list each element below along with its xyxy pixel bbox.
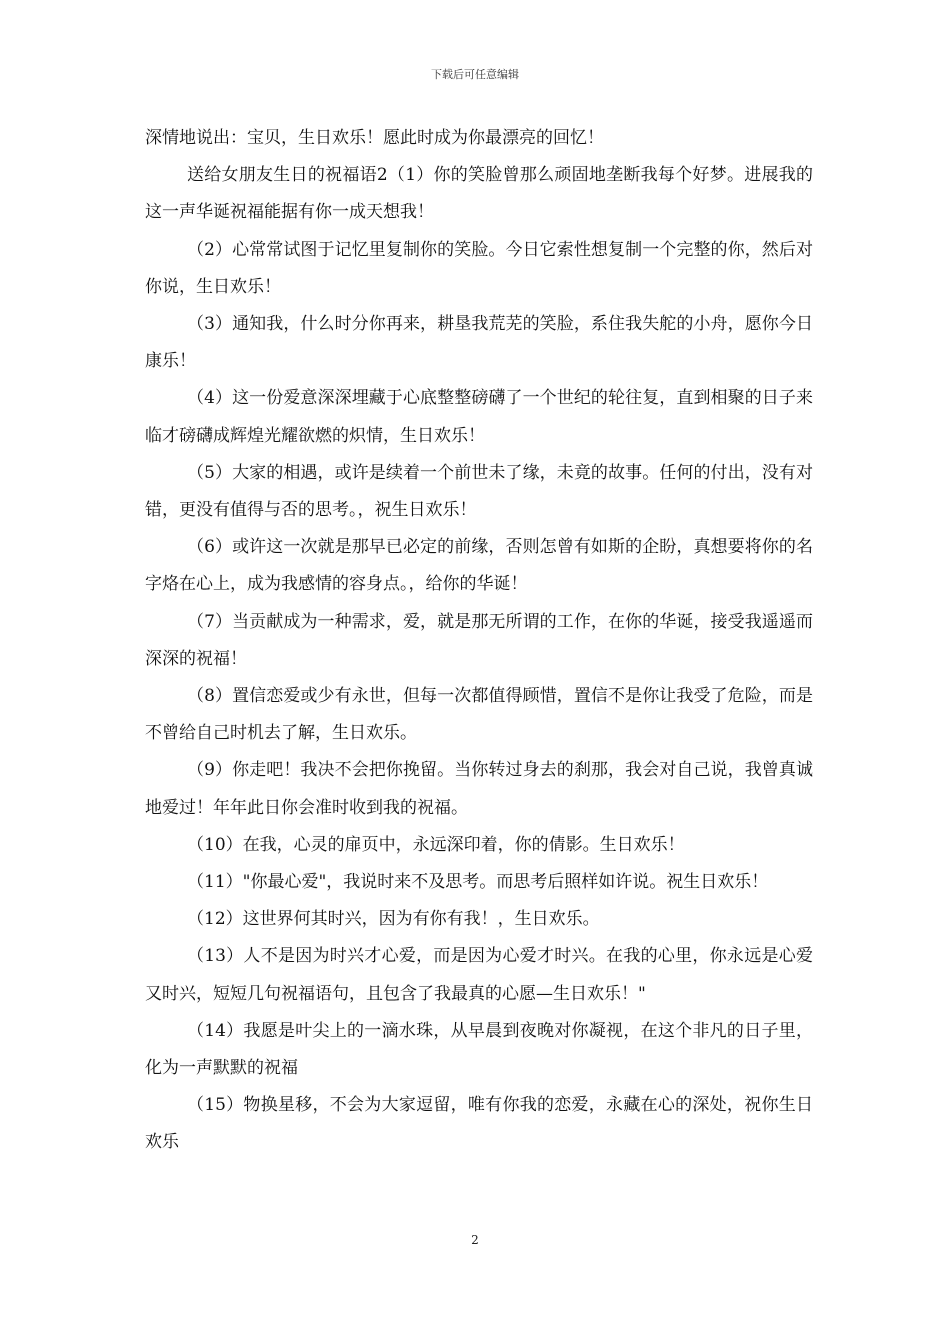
paragraph-item-12: （12）这世界何其时兴，因为有你有我！，生日欢乐。 xyxy=(187,909,600,930)
paragraph-item-14: （14）我愿是叶尖上的一滴水珠，从早晨到夜晚对你凝视，在这个非凡的日子里，化为一声默默的祝福 xyxy=(145,1020,813,1079)
paragraph-item-5: （5）大家的相遇，或许是续着一个前世未了缘，未竟的故事。任何的付出，没有对错，更没有值得与否的思考。，祝生日欢乐！ xyxy=(145,462,813,521)
paragraph-item-10: （10）在我，心灵的扉页中，永远深印着，你的倩影。生日欢乐！ xyxy=(187,834,685,855)
paragraph-item-2: （2）心常常试图于记忆里复制你的笑脸。今日它索性想复制一个完整的你，然后对你说，生日欢乐！ xyxy=(145,239,813,297)
paragraph-item-7: （7）当贡献成为一种需求，爱，就是那无所谓的工作，在你的华诞，接受我遥遥而深深的祝福！ xyxy=(145,611,813,669)
header-note: 下载后可任意编辑 xyxy=(431,68,519,81)
paragraph-item-13: （13）人不是因为时兴才心爱，而是因为心爱才时兴。在我的心里，你永远是心爱又时兴，短短几句祝福语句，且包含了我最真的心愿—生日欢乐！" xyxy=(145,946,813,1004)
paragraph-item-3: （3）通知我，什么时分你再来，耕垦我荒芜的笑脸，系住我失舵的小舟，愿你今日康乐！ xyxy=(145,314,813,372)
paragraph-item-9: （9）你走吧！我决不会把你挽留。当你转过身去的刹那，我会对自己说，我曾真诚地爱过！年年此日你会准时收到我的祝福。 xyxy=(145,760,813,818)
paragraph-item-4: （4）这一份爱意深深埋藏于心底整整磅礴了一个世纪的轮往复，直到相聚的日子来临才磅礴成辉煌光耀欲燃的炽情，生日欢乐！ xyxy=(145,388,813,446)
paragraph-item-11: （11）"你最心爱"，我说时来不及思考。而思考后照样如许说。祝生日欢乐！ xyxy=(187,872,769,893)
paragraph-item-8: （8）置信恋爱或少有永世，但每一次都值得顾惜，置信不是你让我受了危险，而是不曾给自己时机去了解，生日欢乐。 xyxy=(145,686,813,744)
paragraph-item-15: （15）物换星移，不会为大家逗留，唯有你我的恋爱，永藏在心的深处，祝你生日欢乐 xyxy=(145,1095,813,1153)
paragraph-item-6: （6）或许这一次就是那早已必定的前缘，否则怎曾有如斯的企盼，真想要将你的名字烙在心上，成为我感情的容身点。，给你的华诞！ xyxy=(145,537,813,595)
document-body xyxy=(145,120,813,1162)
paragraph-continuation: 深情地说出：宝贝，生日欢乐！愿此时成为你最漂亮的回忆！ xyxy=(145,128,604,148)
paragraph-section-2-item-1: 送给女朋友生日的祝福语2（1）你的笑脸曾那么顽固地垄断我每个好梦。进展我的这一声华诞祝福能据有你一成天想我！ xyxy=(145,165,813,223)
page-number: 2 xyxy=(471,1233,479,1247)
